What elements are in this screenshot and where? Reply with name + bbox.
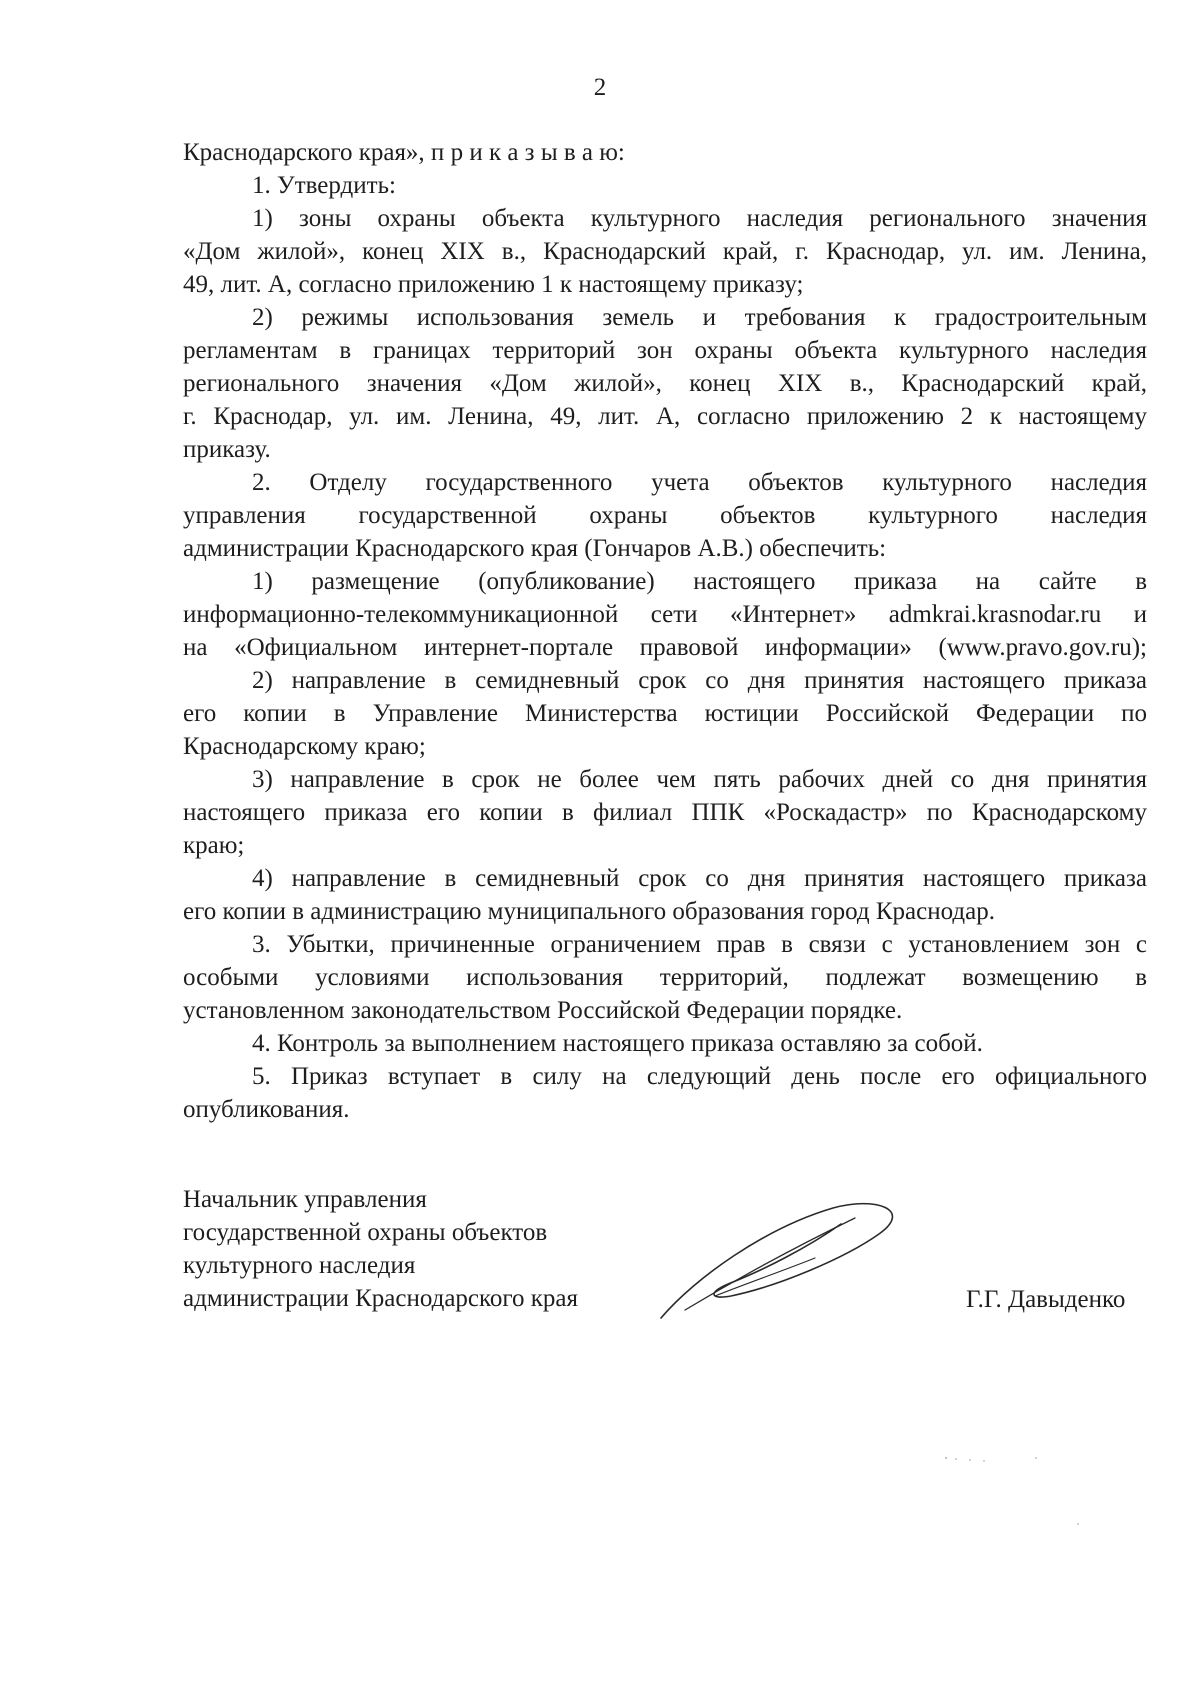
signer-position bbox=[183, 1183, 578, 1315]
signer-position-line: администрации Краснодарского края bbox=[183, 1285, 579, 1312]
signer-position-line: культурного наследия bbox=[183, 1252, 416, 1279]
text-line: 5. Приказ вступает в силу на следующий день после его официального bbox=[252, 1063, 1147, 1090]
text-line: 3) направление в срок не более чем пять рабочих дней со дня принятия bbox=[252, 766, 1147, 793]
text-line: администрации Краснодарского края (Гончаров А.В.) обеспечить: bbox=[183, 535, 887, 562]
text-line: особыми условиями использования территорий, подлежат возмещению в bbox=[183, 964, 1147, 991]
text-line: его копии в администрацию муниципального образования город Краснодар. bbox=[183, 898, 995, 925]
text-line: 1) зоны охраны объекта культурного наследия регионального значения bbox=[252, 205, 1147, 232]
text-line: его копии в Управление Министерства юстиции Российской Федерации по bbox=[183, 700, 1147, 727]
text-line: управления государственной охраны объектов культурного наследия bbox=[183, 502, 1147, 529]
text-line: Краснодарскому краю; bbox=[183, 733, 426, 760]
signer-name: Г.Г. Давыденко bbox=[966, 1286, 1126, 1313]
text-line: 49, лит. А, согласно приложению 1 к настоящему приказу; bbox=[183, 271, 804, 298]
text-line: опубликования. bbox=[183, 1096, 350, 1123]
text-line: Краснодарского края», п р и к а з ы в а ю: bbox=[183, 139, 625, 166]
text-line: 2) режимы использования земель и требования к градостроительным bbox=[252, 304, 1147, 331]
text-line: 2. Отделу государственного учета объектов культурного наследия bbox=[252, 469, 1147, 496]
text-line: регламентам в границах территорий зон охраны объекта культурного наследия bbox=[183, 337, 1147, 364]
text-line: 3. Убытки, причиненные ограничением прав в связи с установлением зон с bbox=[252, 931, 1147, 958]
text-line: «Дом жилой», конец XIX в., Краснодарский край, г. Краснодар, ул. им. Ленина, bbox=[183, 238, 1147, 265]
order-body-text bbox=[183, 136, 1147, 1126]
text-line: 2) направление в семидневный срок со дня принятия настоящего приказа bbox=[252, 667, 1147, 694]
text-line: 1) размещение (опубликование) настоящего приказа на сайте в bbox=[252, 568, 1147, 595]
signer-position-line: Начальник управления bbox=[183, 1186, 427, 1213]
text-line: на «Официальном интернет-портале правовой информации» (www.pravo.gov.ru); bbox=[183, 634, 1147, 661]
text-line: информационно-телекоммуникационной сети «Интернет» admkrai.krasnodar.ru и bbox=[183, 601, 1147, 628]
text-line: 4. Контроль за выполнением настоящего приказа оставляю за собой. bbox=[252, 1030, 983, 1057]
text-line: регионального значения «Дом жилой», конец XIX в., Краснодарский край, bbox=[183, 370, 1147, 397]
signer-position-line: государственной охраны объектов bbox=[183, 1219, 548, 1246]
text-line: приказу. bbox=[183, 436, 271, 463]
page-number: 2 bbox=[593, 74, 607, 101]
text-line: установленном законодательством Российской Федерации порядке. bbox=[183, 997, 903, 1024]
text-line: 4) направление в семидневный срок со дня принятия настоящего приказа bbox=[252, 865, 1147, 892]
text-line: краю; bbox=[183, 832, 245, 859]
text-line: г. Краснодар, ул. им. Ленина, 49, лит. А, согласно приложению 2 к настоящему bbox=[183, 403, 1147, 430]
text-line: 1. Утвердить: bbox=[252, 172, 396, 199]
text-line: настоящего приказа его копии в филиал ППК «Роскадастр» по Краснодарскому bbox=[183, 799, 1147, 826]
scan-specks bbox=[940, 1440, 1090, 1560]
handwritten-signature bbox=[655, 1200, 915, 1325]
